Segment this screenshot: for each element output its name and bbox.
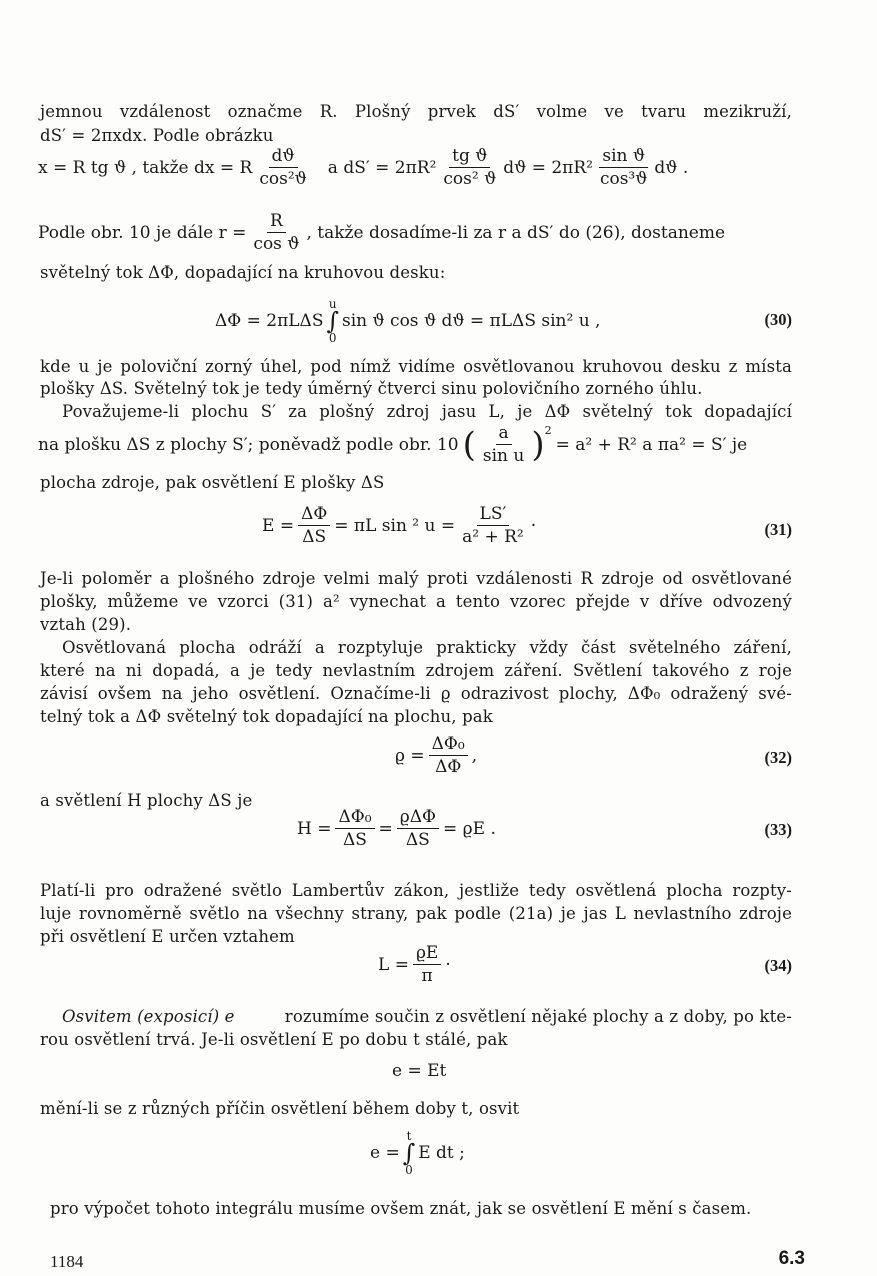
equation-e-integral: e = t ∫ 0 E dt ; — [370, 1129, 465, 1177]
paragraph-line: Platí-li pro odražené světlo Lambertův zákon, jestliže tedy osvětlená plocha rozpty- — [40, 881, 792, 900]
equation-number: (32) — [764, 748, 792, 767]
paragraph-line: jemnou vzdálenost označme R. Plošný prvek dS′ volme ve tvaru mezikruží, — [40, 102, 792, 121]
fraction: $\frac{\text{ΔΦ₀}}{\Delta\Phi}$ — [429, 735, 468, 776]
paragraph-line: mění-li se z různých příčin osvětlení během doby t, osvit — [40, 1099, 520, 1118]
paragraph-line: plošky ΔS. Světelný tok je tedy úměrný čtverci sinu polovičního zorného úhlu. — [40, 379, 703, 398]
equation-31: E = $\frac{\Delta\Phi}{\Delta S}$ = πL sin ² u = $\frac{LS'}{\text{a² + R²}}$ · — [262, 504, 537, 547]
paragraph-line: telný tok a ΔΦ světelný tok dopadající na plochu, pak — [40, 707, 493, 726]
paragraph-line: Považujeme-li plochu S′ za plošný zdroj jasu L, je ΔΦ světelný tok dopadající — [62, 402, 792, 421]
fraction: $\frac{\Delta\Phi}{\Delta S}$ — [298, 505, 330, 546]
paragraph-line: luje rovnoměrně světlo na všechny strany, pak podle (21a) je jas L nevlastního zdroje — [40, 904, 792, 923]
equation-number: (31) — [764, 520, 792, 539]
integral-sign: t ∫ 0 — [402, 1129, 416, 1177]
equation-e-et: e = Et — [392, 1061, 447, 1081]
fraction: $\frac{\text{tg ϑ}}{\text{cos² ϑ}}$ — [443, 146, 497, 189]
paragraph-line: rou osvětlení trvá. Je-li osvětlení E po dobu t stálé, pak — [40, 1030, 508, 1049]
paragraph-line-paren: na plošku ΔS z plochy S′; poněvadž podle obr. 10 ( $\frac{a}{\text{sin u}}$ ) $^2$ = a² + R² a πa² = S′ je — [38, 423, 748, 466]
equation-number: (30) — [764, 310, 792, 329]
equation-number: (33) — [764, 820, 792, 839]
equation-33: H = $\frac{\text{ΔΦ₀}}{\Delta S}$ = $\frac{\text{ϱΔΦ}}{\Delta S}$ = ϱE . — [297, 807, 496, 850]
equation-number: (34) — [764, 956, 792, 975]
paragraph-line: Je-li poloměr a plošného zdroje velmi malý proti vzdálenosti R zdroje od osvětlované — [40, 569, 792, 588]
paragraph-line: při osvětlení E určen vztahem — [40, 927, 295, 946]
paragraph-line: závisí ovšem na jeho osvětlení. Označíme-li ϱ odrazivost plochy, ΔΦ₀ odražený své- — [40, 684, 792, 703]
paragraph-line: vztah (29). — [40, 615, 132, 634]
equation-32: ϱ = $\frac{\text{ΔΦ₀}}{\Delta\Phi}$ , — [395, 734, 478, 777]
fraction: $\frac{\text{sin ϑ}}{\text{cos³ϑ}}$ — [599, 146, 648, 189]
paragraph-line: dS′ = 2πxdx. Podle obrázku — [40, 126, 274, 145]
equation-dx: x = R tg ϑ , takže dx = R $\frac{dϑ}{\text{cos²ϑ}}$ a dS′ = 2πR² $\frac{\text{tg ϑ}}{\text{cos² ϑ}}$ dϑ = 2πR² $\frac{\text{sin ϑ}}{\text{cos³ϑ}}$ dϑ . — [38, 146, 689, 189]
paragraph-line: kde u je poloviční zorný úhel, pod nímž vidíme osvětlovanou kruhovou desku z místa — [40, 357, 792, 376]
paragraph-line: Osvětlovaná plocha odráží a rozptyluje prakticky vždy část světelného záření, — [62, 638, 792, 657]
fraction: $\frac{\text{ϱΔΦ}}{\Delta S}$ — [397, 808, 439, 849]
fraction: $\frac{LS'}{\text{a² + R²}}$ — [462, 504, 524, 547]
paragraph-line-r: Podle obr. 10 je dále r = $\frac{R}{\text{cos ϑ}}$ , takže dosadíme-li za r a dS′ do (26), dostaneme — [38, 211, 726, 254]
fraction: $\frac{dϑ}{\text{cos²ϑ}}$ — [259, 146, 307, 189]
page-number: 1184 — [50, 1252, 84, 1271]
section-number: 6.3 — [778, 1248, 805, 1269]
paragraph-line: pro výpočet tohoto integrálu musíme ovšem znát, jak se osvětlení E mění s časem. — [50, 1199, 752, 1218]
paragraph-line: plošky, můžeme ve vzorci (31) a² vynechat a tento vzorec přejde v dříve odvozený — [40, 592, 792, 611]
fraction: $\frac{ϱE}{\pi}$ — [413, 944, 441, 985]
term-osvit: Osvitem (exposicí) e — [62, 1007, 235, 1026]
equation-30: ΔΦ = 2πLΔS u ∫ 0 sin ϑ cos ϑ dϑ = πLΔS sin² u , — [215, 297, 601, 345]
paragraph-line: Osvitem (exposicí) e rozumíme součin z osvětlení nějaké plochy a z doby, po kte- — [62, 1007, 792, 1026]
paragraph-line: plocha zdroje, pak osvětlení E plošky ΔS — [40, 473, 385, 492]
paragraph-line: které na ni dopadá, a je tedy nevlastním zdrojem záření. Světlení takového z roje — [40, 661, 792, 680]
equation-34: L = $\frac{ϱE}{\pi}$ · — [378, 943, 451, 986]
fraction: $\frac{\text{ΔΦ₀}}{\Delta S}$ — [335, 808, 374, 849]
paragraph-line: a světlení H plochy ΔS je — [40, 791, 253, 810]
integral-sign: u ∫ 0 — [326, 297, 339, 345]
fraction: $\frac{a}{\text{sin u}}$ — [482, 423, 525, 466]
paragraph-line: světelný tok ΔΦ, dopadající na kruhovou desku: — [40, 263, 446, 282]
fraction: $\frac{R}{\text{cos ϑ}}$ — [253, 211, 300, 254]
